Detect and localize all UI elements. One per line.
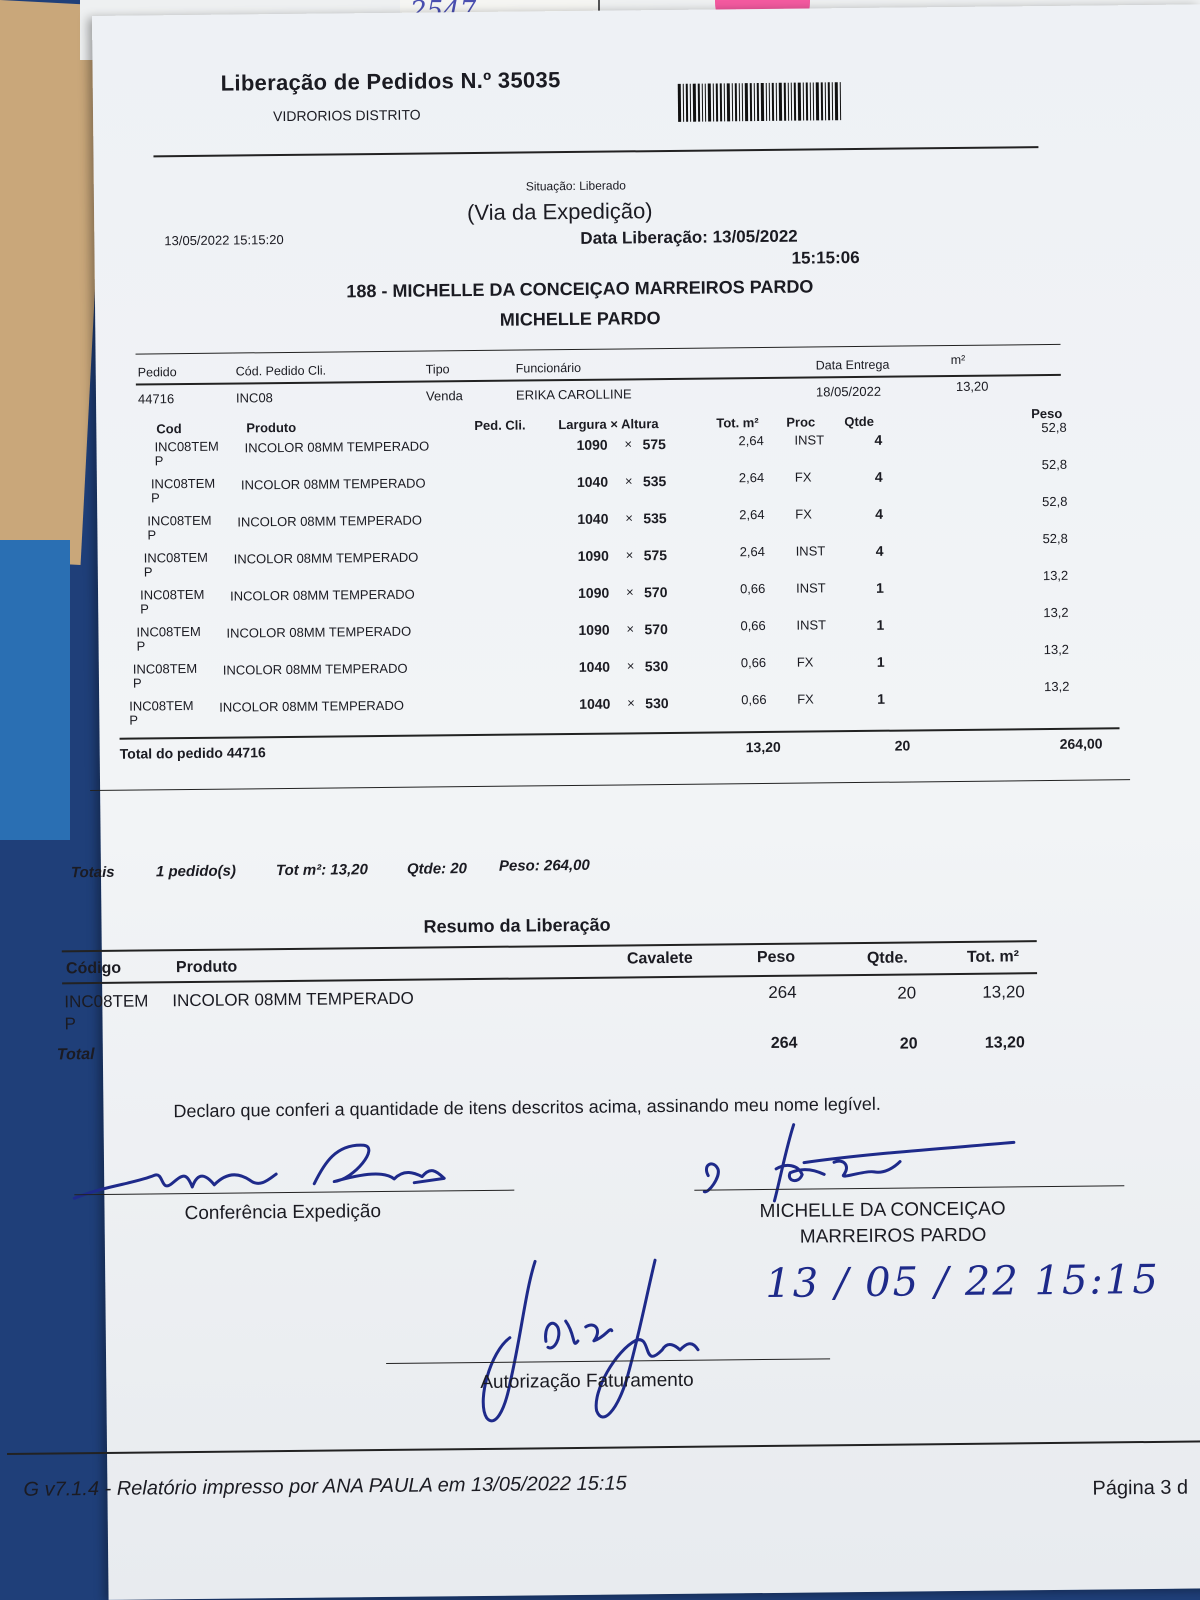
cliente-name-line1: MICHELLE DA CONCEIÇAO	[759, 1198, 1006, 1223]
item-produto: INCOLOR 08MM TEMPERADO	[226, 623, 412, 641]
item-cod-suffix: P	[154, 453, 164, 469]
resumo-total-peso: 264	[770, 1034, 798, 1052]
item-produto: INCOLOR 08MM TEMPERADO	[244, 438, 430, 456]
col-largura-altura: Largura × Altura	[558, 416, 659, 433]
print-timestamp: 13/05/2022 15:15:20	[164, 232, 284, 249]
col-cod: Cod	[156, 421, 182, 437]
barcode-bar	[757, 83, 759, 121]
item-cod-suffix: P	[147, 527, 157, 543]
order-header-top-line	[136, 344, 1061, 355]
item-altura: 575	[643, 547, 668, 564]
item-largura: 1090	[578, 621, 610, 638]
item-qtde: 1	[876, 653, 885, 670]
item-qtde: 1	[877, 690, 886, 707]
item-peso: 52,8	[1041, 419, 1067, 436]
barcode-bar	[761, 83, 764, 121]
item-largura: 1040	[578, 658, 611, 675]
barcode-bar	[686, 84, 688, 122]
item-tot-m2: 0,66	[741, 691, 767, 708]
order-total-qtde: 20	[894, 737, 911, 754]
barcode-bar	[720, 83, 722, 121]
background-blue-folder	[0, 540, 70, 840]
item-cod: INC08TEM	[136, 623, 201, 640]
item-qtde: 4	[875, 505, 884, 522]
item-peso: 13,2	[1043, 678, 1070, 695]
item-proc: INST	[796, 617, 827, 633]
label-cod-pedido-cli: Cód. Pedido Cli.	[235, 363, 327, 379]
label-pedido: Pedido	[137, 365, 177, 380]
resumo-col-codigo: Código	[65, 959, 122, 978]
resumo-col-peso: Peso	[756, 948, 796, 967]
label-funcionario: Funcionário	[515, 360, 582, 376]
barcode-bar	[776, 83, 777, 121]
barcode-bar	[784, 83, 786, 121]
cliente-name-line2: MARREIROS PARDO	[799, 1224, 987, 1248]
barcode-bar	[803, 83, 804, 121]
resumo-row-peso: 264	[768, 982, 797, 1002]
item-largura: 1090	[577, 584, 610, 601]
col-tot-m2: Tot. m²	[716, 415, 759, 431]
item-largura: 1090	[576, 436, 608, 453]
item-altura: 530	[644, 658, 669, 675]
item-proc: FX	[796, 654, 814, 670]
item-tot-m2: 2,64	[738, 469, 765, 486]
item-cod: INC08TEM	[132, 660, 198, 677]
barcode-bar	[766, 83, 767, 121]
barcode-bar	[816, 82, 819, 120]
totais-peso: Peso: 264,00	[498, 856, 590, 875]
barcode-bar	[791, 83, 792, 121]
barcode-bar	[702, 84, 703, 122]
value-pedido: 44716	[137, 391, 175, 407]
barcode-bar	[798, 83, 801, 121]
section-divider	[90, 779, 1130, 791]
item-cod: INC08TEM	[150, 475, 216, 492]
company-name: VIDRORIOS DISTRITO	[272, 106, 421, 125]
item-qtde: 4	[875, 542, 884, 559]
barcode-bar	[832, 82, 833, 120]
item-produto: INCOLOR 08MM TEMPERADO	[219, 697, 405, 715]
totais-qtde: Qtde: 20	[406, 860, 468, 878]
item-altura: 535	[643, 510, 667, 527]
item-produto: INCOLOR 08MM TEMPERADO	[222, 660, 408, 678]
barcode-bar	[772, 83, 774, 121]
barcode-bar	[810, 82, 811, 120]
hora-liberacao: 15:15:06	[791, 247, 860, 268]
item-largura: 1040	[576, 473, 609, 490]
footer-page-number: Página 3 d	[1092, 1476, 1189, 1500]
barcode-bar	[821, 82, 823, 120]
times-symbol: ×	[626, 621, 635, 637]
barcode-bar	[713, 83, 714, 121]
footer-line	[7, 1440, 1200, 1455]
barcode-bar	[825, 82, 826, 120]
item-proc: INST	[795, 580, 826, 596]
autorizacao-signature	[425, 1229, 727, 1432]
item-altura: 530	[645, 695, 669, 712]
barcode-bar	[727, 83, 730, 121]
item-produto: INCOLOR 08MM TEMPERADO	[237, 512, 423, 530]
item-proc: FX	[795, 506, 812, 522]
item-largura: 1040	[577, 510, 609, 527]
item-proc: FX	[794, 469, 812, 485]
item-peso: 52,8	[1042, 493, 1068, 510]
item-altura: 575	[642, 436, 666, 453]
value-funcionario: ERIKA CAROLLINE	[515, 386, 632, 403]
item-largura: 1040	[579, 695, 611, 712]
col-proc: Proc	[786, 414, 816, 430]
item-tot-m2: 0,66	[740, 654, 767, 671]
document-page	[23, 4, 1200, 1600]
autorizacao-label: Autorização Faturamento	[480, 1369, 694, 1394]
conferencia-label: Conferência Expedição	[184, 1201, 382, 1225]
times-symbol: ×	[625, 584, 634, 600]
resumo-total-qtde: 20	[899, 1035, 918, 1053]
times-symbol: ×	[624, 436, 633, 452]
label-m2: m²	[950, 352, 966, 368]
order-total-label: Total do pedido 44716	[119, 744, 266, 762]
barcode-bar	[750, 83, 752, 121]
item-peso: 52,8	[1042, 530, 1068, 547]
barcode-bar	[813, 82, 814, 120]
item-cod: INC08TEM	[129, 697, 194, 714]
cliente-signature	[694, 1116, 1025, 1209]
barcode-bar	[708, 84, 711, 122]
resumo-row-produto: INCOLOR 08MM TEMPERADO	[172, 988, 414, 1011]
item-tot-m2: 0,66	[739, 580, 766, 597]
item-cod-suffix: P	[140, 601, 149, 617]
col-produto: Produto	[246, 419, 297, 436]
barcode-bar	[716, 83, 718, 121]
item-proc: INST	[795, 543, 826, 559]
resumo-total-label: Total	[56, 1046, 95, 1064]
data-liberacao: Data Liberação: 13/05/2022	[580, 226, 798, 248]
value-tipo: Venda	[425, 388, 463, 404]
item-qtde: 1	[875, 579, 884, 596]
item-tot-m2: 2,64	[738, 432, 764, 449]
barcode-bar	[742, 83, 743, 121]
item-altura: 535	[642, 473, 667, 490]
item-cod-suffix: P	[129, 712, 139, 728]
handwritten-date: 13 / 05 / 22 15:15	[765, 1256, 1161, 1308]
resumo-row-codigo: INC08TEM	[64, 991, 149, 1012]
barcode	[678, 82, 841, 122]
col-ped-cli: Ped. Cli.	[474, 417, 526, 434]
item-proc: INST	[794, 432, 825, 448]
item-cod-suffix: P	[136, 638, 146, 654]
item-peso: 13,2	[1043, 641, 1070, 658]
totais-label: Totais	[70, 863, 115, 882]
item-largura: 1090	[577, 547, 609, 564]
item-altura: 570	[643, 584, 668, 601]
barcode-bar	[779, 83, 782, 121]
item-produto: INCOLOR 08MM TEMPERADO	[240, 475, 426, 493]
barcode-bar	[828, 82, 830, 120]
item-cod-suffix: P	[132, 675, 142, 691]
value-m2: 13,20	[955, 378, 989, 394]
item-produto: INCOLOR 08MM TEMPERADO	[230, 586, 415, 604]
value-cod-pedido-cli: INC08	[235, 390, 273, 406]
times-symbol: ×	[624, 473, 633, 489]
resumo-row-tot-m2: 13,20	[982, 982, 1025, 1002]
item-produto: INCOLOR 08MM TEMPERADO	[233, 549, 419, 567]
barcode-bar	[693, 84, 696, 122]
item-cod: INC08TEM	[147, 512, 212, 529]
via-text: (Via da Expedição)	[466, 198, 653, 226]
barcode-bar	[788, 83, 789, 121]
resumo-col-produto: Produto	[175, 958, 238, 977]
times-symbol: ×	[626, 658, 635, 674]
barcode-bar	[745, 83, 748, 121]
barcode-bar	[769, 83, 770, 121]
item-peso: 13,2	[1042, 567, 1069, 584]
item-cod-suffix: P	[143, 564, 153, 580]
declaration-text: Declaro que conferi a quantidade de itens descritos acima, assinando meu nome legível.	[173, 1093, 881, 1122]
item-qtde: 1	[876, 616, 885, 633]
barcode-bar	[683, 84, 684, 122]
barcode-bar	[754, 83, 755, 121]
barcode-bar	[705, 84, 706, 122]
item-cod-suffix: P	[150, 490, 160, 506]
col-qtde: Qtde	[844, 413, 874, 430]
order-total-line	[120, 727, 1120, 739]
resumo-col-cavalete: Cavalete	[626, 949, 693, 968]
barcode-bar	[806, 83, 808, 121]
header-divider	[153, 146, 1038, 157]
barcode-bar	[739, 83, 740, 121]
col-peso: Peso	[1031, 405, 1063, 422]
item-qtde: 4	[874, 431, 883, 448]
situacao-text: Situação: Liberado	[525, 178, 626, 194]
item-tot-m2: 2,64	[739, 506, 765, 523]
totais-m2: Tot m²: 13,20	[275, 861, 369, 880]
barcode-bar	[794, 83, 796, 121]
barcode-bar	[724, 83, 725, 121]
times-symbol: ×	[627, 695, 635, 711]
item-peso: 13,2	[1043, 604, 1069, 621]
times-symbol: ×	[625, 547, 634, 563]
times-symbol: ×	[625, 510, 633, 526]
item-cod: INC08TEM	[154, 438, 219, 455]
barcode-bar	[678, 84, 681, 122]
totais-pedidos: 1 pedido(s)	[155, 862, 237, 881]
barcode-bar	[732, 83, 733, 121]
document-title: Liberação de Pedidos N.º 35035	[220, 67, 561, 96]
customer-short-name: MICHELLE PARDO	[499, 308, 661, 330]
resumo-col-tot-m2: Tot. m²	[966, 948, 1020, 966]
label-tipo: Tipo	[425, 362, 450, 377]
barcode-bar	[840, 82, 841, 120]
item-peso: 52,8	[1041, 456, 1068, 473]
footer-print-info: G v7.1.4 - Relatório impresso por ANA PAULA em 13/05/2022 15:15	[23, 1472, 627, 1501]
order-total-m2: 13,20	[745, 738, 781, 756]
item-tot-m2: 0,66	[740, 617, 766, 634]
resumo-row-codigo-suffix: P	[64, 1014, 76, 1034]
barcode-bar	[698, 84, 700, 122]
resumo-col-qtde: Qtde.	[866, 949, 908, 967]
resumo-row-qtde: 20	[897, 983, 917, 1003]
value-data-entrega: 18/05/2022	[815, 383, 882, 400]
item-tot-m2: 2,64	[739, 543, 766, 560]
order-total-peso: 264,00	[1059, 735, 1103, 752]
resumo-title: Resumo da Liberação	[423, 914, 611, 937]
resumo-total-tot-m2: 13,20	[984, 1034, 1025, 1052]
barcode-bar	[690, 84, 691, 122]
label-data-entrega: Data Entrega	[815, 357, 890, 373]
item-cod: INC08TEM	[143, 549, 209, 566]
item-altura: 570	[644, 621, 668, 638]
item-proc: FX	[797, 691, 814, 707]
barcode-bar	[735, 83, 737, 121]
item-qtde: 4	[874, 468, 883, 485]
customer-name: 188 - MICHELLE DA CONCEIÇAO MARREIROS PARDO	[346, 276, 814, 302]
item-cod: INC08TEM	[139, 586, 205, 603]
barcode-bar	[835, 82, 838, 120]
